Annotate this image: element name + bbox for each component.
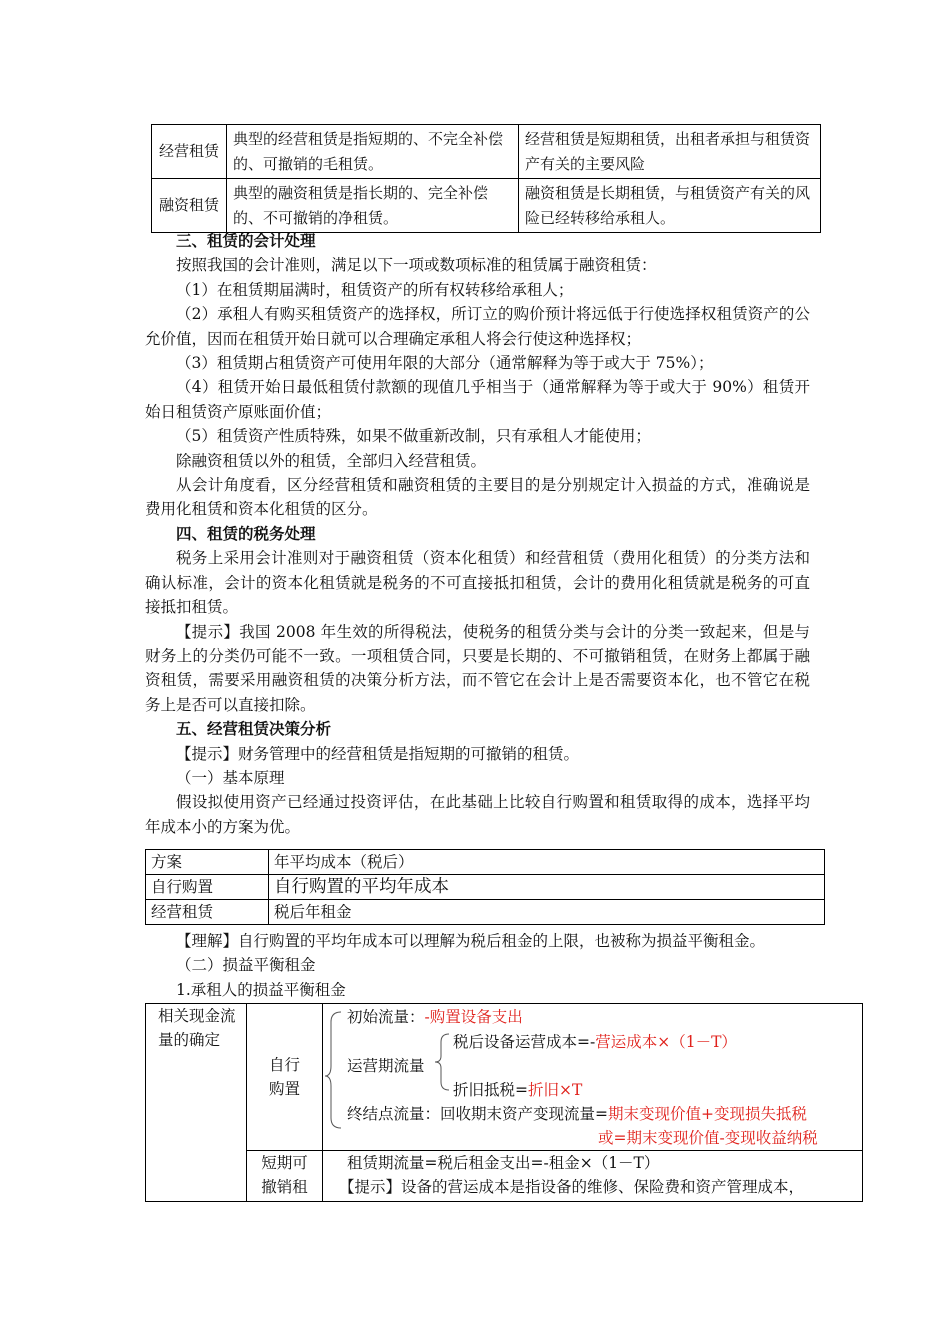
table-cell: 自行购置 [146,875,269,900]
cashflow-label-cell [146,1004,247,1202]
cashflow-table [145,1003,863,1202]
cost-comparison-table [145,849,825,925]
list-item: （3）租赁期占租赁资产可使用年限的大部分（通常解释为等于或大于 75%）； [176,354,714,373]
lease-risk-cell: 经营租赁是短期租赁，出租者承担与租赁资产有关的主要风险 [519,125,821,179]
section-heading: 五、经营租赁决策分析 [176,719,332,739]
list-item: （4）租赁开始日最低租赁付款额的现值几乎相当于（通常解释为等于或大于 90%）租赁开始日租赁资产原账面价值； [145,378,810,421]
op-item2-value: 折旧×T [528,1081,583,1099]
subheading: （二）损益平衡租金 [176,956,316,975]
lease-comparison-table [151,124,821,233]
table-row [152,125,821,179]
op-item1-value: 营运成本×（1－T） [595,1033,737,1051]
subheading: （一）基本原理 [176,768,285,787]
section-heading: 三、租赁的会计处理 [176,231,316,250]
operating-item-2 [453,1078,582,1102]
tip-text: 财务管理中的经营租赁是指短期的可撤销的租赁。 [238,744,580,763]
list-item: （5）租赁资产性质特殊，如果不做重新改制，只有承租人才能使用； [176,427,651,446]
lease-type-cell: 经营租赁 [152,125,227,179]
list-item: （1）在租赁期届满时，租赁资产的所有权转移给承租人； [176,280,574,299]
buy-label-cell [247,1004,323,1151]
section-heading: 四、租赁的税务处理 [176,523,316,543]
table-row [152,179,821,233]
table-header-row [146,850,825,875]
subheading: 1.承租人的损益平衡租金 [176,980,346,999]
initial-label: 初始流量： [347,1008,425,1026]
tip-label: 【提示】 [176,744,239,763]
lease-definition-cell: 典型的经营租赁是指短期的、不完全补偿的、可撤销的毛租赁。 [227,125,519,179]
body-text-2 [145,929,810,1002]
paragraph: 假设拟使用资产已经通过投资评估，在此基础上比较自行购置和租赁取得的成本，选择平均年成本小的方案为优。 [145,793,810,836]
lease-type-cell: 融资租赁 [152,179,227,233]
header-cell: 年平均成本（税后） [269,850,825,875]
operating-brace-icon [435,1030,455,1094]
tip-paragraph [145,742,810,766]
table-cell: 经营租赁 [146,900,269,925]
paragraph: 按照我国的会计准则，满足以下一项或数项标准的租赁属于融资租赁： [176,256,657,275]
table-row [146,1151,863,1202]
lease-tip [339,1175,862,1199]
buy-flows-cell [323,1004,863,1151]
paragraph: 从会计角度看，区分经营租赁和融资租赁的主要目的是分别规定计入损益的方式，准确说是费用化租赁和资本化租赁的区分。 [145,476,810,519]
operating-label: 运营期流量 [347,1057,425,1075]
initial-value: -购置设备支出 [424,1008,523,1026]
tip-paragraph [145,620,810,718]
header-cell: 方案 [146,850,269,875]
buy-label: 自行购置 [268,1056,300,1098]
tip-text: 设备的营运成本是指设备的维修、保险费和资产管理成本， [401,1178,805,1196]
terminal-value-2: 或=期末变现价值-变现收益纳税 [598,1129,818,1147]
table-cell: 税后年租金 [269,900,825,925]
lease-flow: 租赁期流量=税后租金支出=-租金×（1－T） [347,1154,660,1172]
tip-label: 【提示】 [176,622,240,641]
terminal-value-1: 期末变现价值+变现损失抵税 [608,1105,807,1123]
list-item: （2）承租人有购买租赁资产的选择权，所订立的购价预计将远低于行使选择权租赁资产的公允价值，因而在租赁开始日就可以合理确定承租人将会行使这种选择权； [145,305,810,348]
main-brace-icon [325,1006,349,1146]
paragraph: 税务上采用会计准则对于融资租赁（资本化租赁）和经营租赁（费用化租赁）的分类方法和确认标准，会计的资本化租赁就是税务的不可直接抵扣租赁，会计的费用化租赁就是税务的可直接抵扣租赁。 [145,549,810,617]
terminal-flow [347,1102,807,1126]
paragraph: 除融资租赁以外的租赁，全部归入经营租赁。 [176,451,487,470]
table-cell: 自行购置的平均年成本 [269,875,825,900]
table-row [146,1004,863,1151]
understand-paragraph [145,929,810,953]
table-row [146,875,825,900]
tip-text: 我国 2008 年生效的所得税法，使税务的租赁分类与会计的分类一致起来，但是与财务上的分类仍可能不一致。一项租赁合同，只要是长期的、不可撤销租赁，在财务上都属于融资租赁，需要采用融资租赁的决策分析方法，而不管它在会计上是否需要资本化，也不管它在税务上是否可以直接扣除。 [145,622,810,714]
body-text [145,229,810,839]
lease-label: 短期可撤销租 [261,1154,308,1196]
terminal-label: 终结点流量：回收期末资产变现流量= [347,1105,608,1123]
op-item1-label: 税后设备运营成本=- [453,1033,596,1051]
lease-label-cell [247,1151,323,1202]
initial-flow [347,1005,523,1029]
operating-item-1 [453,1030,737,1054]
lease-flows-cell [323,1151,863,1202]
lease-risk-cell: 融资租赁是长期租赁，与租赁资产有关的风险已经转移给承租人。 [519,179,821,233]
table-row [146,900,825,925]
cashflow-label: 相关现金流量的确定 [158,1007,236,1049]
understand-label: 【理解】 [176,932,239,950]
tip-label: 【提示】 [339,1178,402,1196]
understand-text: 自行购置的平均年成本可以理解为税后租金的上限，也被称为损益平衡租金。 [238,932,766,950]
lease-definition-cell: 典型的融资租赁是指长期的、完全补偿的、不可撤销的净租赁。 [227,179,519,233]
op-item2-label: 折旧抵税= [453,1081,528,1099]
